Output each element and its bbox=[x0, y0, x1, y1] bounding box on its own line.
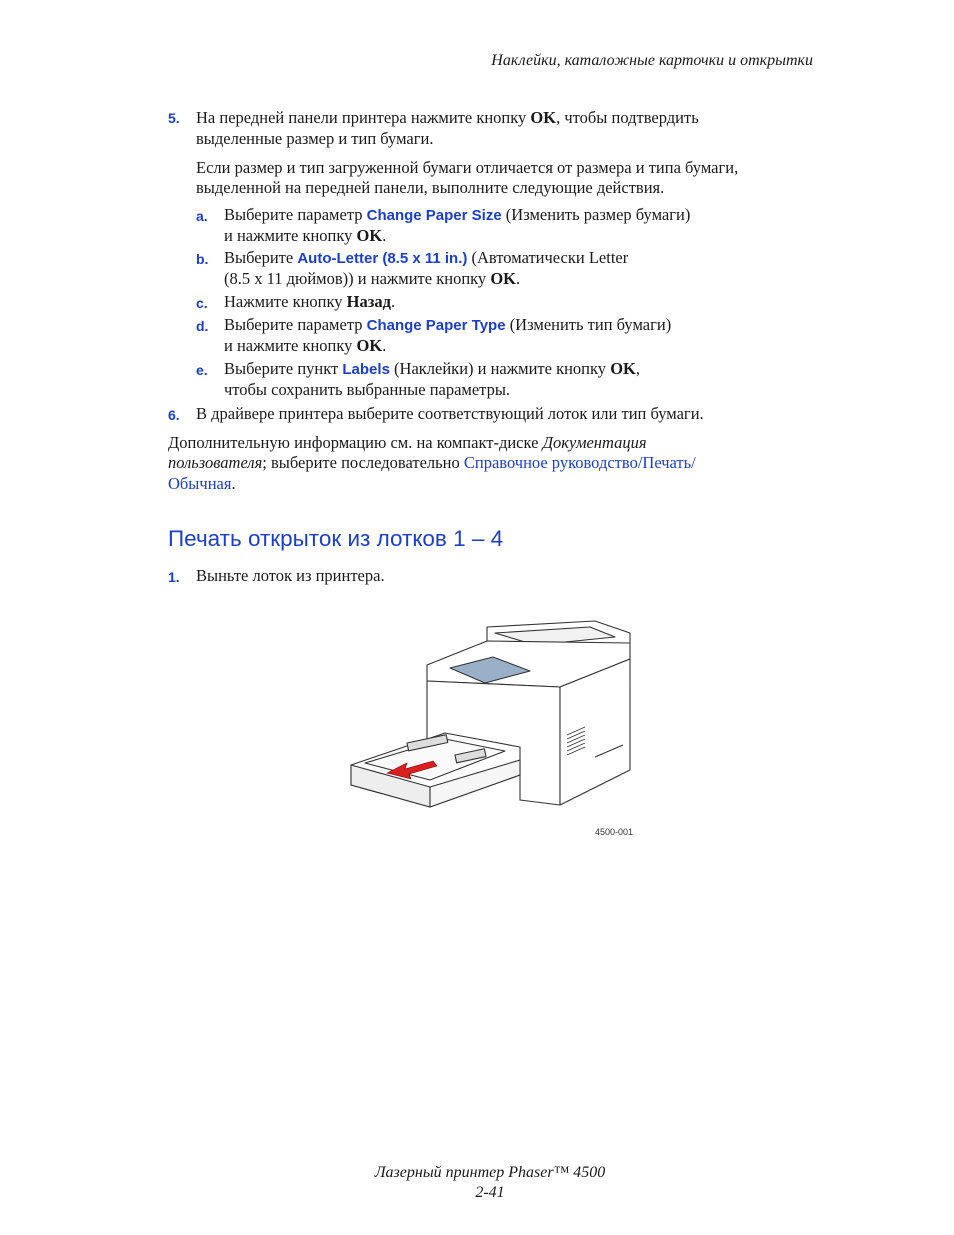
ui-option-change-paper-size: Change Paper Size bbox=[366, 207, 502, 224]
footer-title: Лазерный принтер Phaser™ 4500 bbox=[374, 1164, 606, 1181]
info-line-2: пользователя; выберите последовательно Справочное руководство/Печать/ bbox=[168, 453, 696, 472]
substep-e-line-1: Выберите пункт Labels (Наклейки) и нажмите кнопку OK, bbox=[224, 359, 640, 378]
info-line-1: Дополнительную информацию см. на компакт-диске Документация bbox=[168, 433, 647, 452]
step-number-5: 5. bbox=[168, 110, 180, 126]
substep-d-line-2: и нажмите кнопку OK. bbox=[224, 336, 387, 355]
substep-b-line-2: (8.5 x 11 дюймов)) и нажмите кнопку OK. bbox=[224, 269, 521, 288]
substep-a-line-1: Выберите параметр Change Paper Size (Изменить размер бумаги) bbox=[224, 205, 691, 224]
step-5-line-1: На передней панели принтера нажмите кнопку OK, чтобы подтвердить bbox=[196, 108, 699, 127]
substep-d-line-1: Выберите параметр Change Paper Type (Изменить тип бумаги) bbox=[224, 315, 672, 334]
section-heading: Печать открыток из лотков 1 – 4 bbox=[168, 526, 504, 551]
note-line-2: выделенной на передней панели, выполните следующие действия. bbox=[196, 178, 665, 197]
substep-a-line-2: и нажмите кнопку OK. bbox=[224, 226, 387, 245]
substep-letter-e: e. bbox=[196, 362, 208, 378]
substep-c-line-1: Нажмите кнопку Назад. bbox=[224, 292, 396, 311]
ui-option-labels: Labels bbox=[342, 361, 390, 378]
ui-option-auto-letter: Auto-Letter (8.5 x 11 in.) bbox=[297, 250, 468, 267]
page-number: 2-41 bbox=[475, 1184, 505, 1201]
substep-b-line-1: Выберите Auto-Letter (8.5 x 11 in.) (Автоматически Letter bbox=[224, 248, 629, 267]
ok-key: OK bbox=[530, 108, 557, 127]
info-line-3: Обычная. bbox=[168, 474, 236, 493]
printer-tray-illustration bbox=[345, 615, 640, 820]
step-5-line-2: выделенные размер и тип бумаги. bbox=[196, 129, 434, 148]
section-step-number-1: 1. bbox=[168, 569, 180, 585]
substep-letter-d: d. bbox=[196, 318, 209, 334]
note-line-1: Если размер и тип загруженной бумаги отличается от размера и типа бумаги, bbox=[196, 158, 739, 177]
back-key: Назад bbox=[346, 292, 391, 311]
running-header: Наклейки, каталожные карточки и открытки bbox=[491, 52, 813, 69]
substep-e-line-2: чтобы сохранить выбранные параметры. bbox=[224, 380, 511, 399]
substep-letter-b: b. bbox=[196, 251, 209, 267]
substep-letter-a: a. bbox=[196, 208, 208, 224]
step-number-6: 6. bbox=[168, 407, 180, 423]
reference-link-continued[interactable]: Обычная bbox=[168, 474, 232, 493]
substep-letter-c: c. bbox=[196, 295, 208, 311]
step-6-text: В драйвере принтера выберите соответствующий лоток или тип бумаги. bbox=[196, 404, 704, 423]
section-step-1-text: Выньте лоток из принтера. bbox=[196, 566, 385, 585]
figure-label: 4500-001 bbox=[595, 827, 634, 837]
ui-option-change-paper-type: Change Paper Type bbox=[366, 317, 506, 334]
reference-link[interactable]: Справочное руководство/Печать/ bbox=[463, 453, 696, 472]
